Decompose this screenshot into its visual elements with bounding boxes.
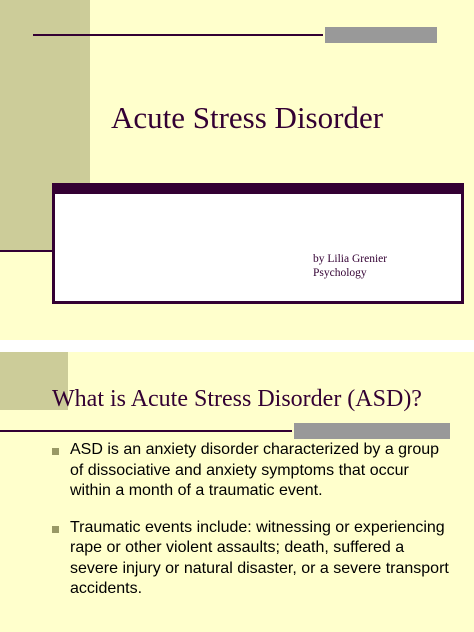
slide-title: Acute Stress Disorder (110, 100, 384, 135)
bullet-line: within a month of a traumatic event. (70, 482, 323, 499)
byline-subject: Psychology (313, 267, 367, 279)
bullet-list (50, 440, 455, 616)
top-rule (33, 34, 323, 36)
content-slide (0, 352, 474, 632)
byline-author: by Lilia Grenier (313, 253, 388, 265)
slide-separator (0, 340, 474, 352)
list-item (50, 518, 455, 600)
slide-title: What is Acute Stress Disorder (ASD)? (52, 386, 422, 412)
bullet-line: rape or other violent assaults; death, suffered a (70, 539, 405, 556)
side-rule (0, 250, 55, 252)
title-rule (0, 430, 292, 432)
title-grey-bar (294, 423, 450, 439)
bullet-line: Traumatic events include: witnessing or experiencing (70, 518, 445, 536)
square-bullet-icon (52, 448, 59, 455)
bullet-line: of dissociative and anxiety symptoms that occur (70, 461, 409, 479)
bullet-line: ASD is an anxiety disorder characterized by a group (70, 441, 440, 458)
list-item (50, 440, 455, 502)
top-grey-bar (325, 27, 437, 43)
bullet-line: accidents. (70, 580, 143, 597)
square-bullet-icon (52, 526, 59, 533)
byline (313, 252, 387, 280)
bullet-line: severe injury or natural disaster, or a severe transport (70, 559, 449, 577)
subtitle-box (52, 183, 464, 304)
